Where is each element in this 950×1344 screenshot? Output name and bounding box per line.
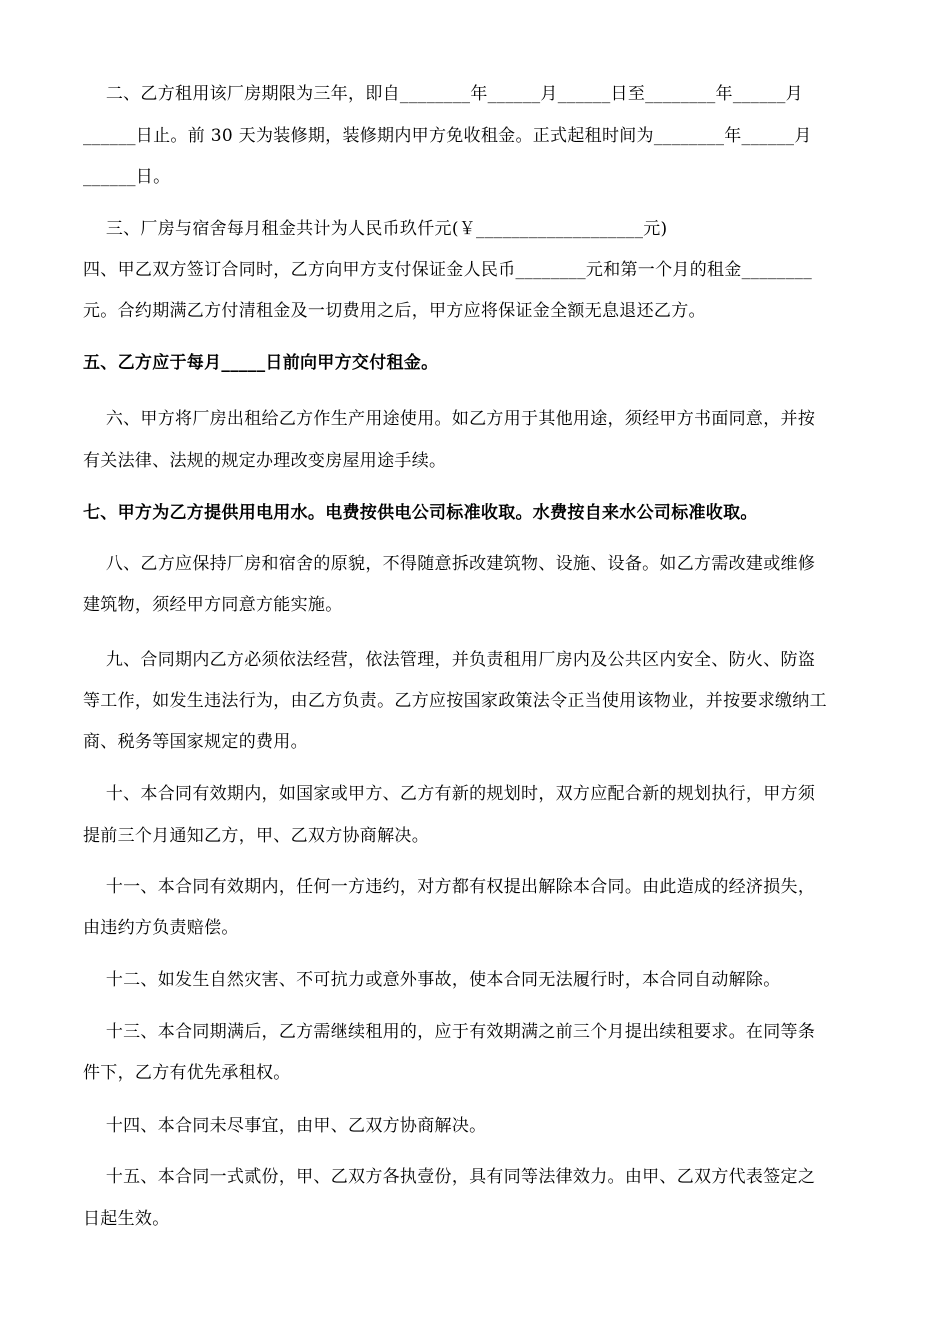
clause-6-line-2: 有关法律、法规的规定办理改变房屋用途手续。: [83, 451, 447, 471]
clause-8-line-2: 建筑物，须经甲方同意方能实施。: [83, 595, 343, 615]
clause-2-line-1: 二、乙方租用该厂房期限为三年，即自________年______月______日至________年______月: [83, 84, 803, 104]
clause-11-line-2: 由违约方负责赔偿。: [83, 918, 239, 938]
clause-9-line-2: 等工作，如发生违法行为，由乙方负责。乙方应按国家政策法令正当使用该物业，并按要求缴纳工: [83, 691, 827, 711]
clause-14-line-1: 十四、本合同未尽事宜，由甲、乙双方协商解决。: [83, 1116, 487, 1136]
clause-12-line-1: 十二、如发生自然灾害、不可抗力或意外事故，使本合同无法履行时，本合同自动解除。: [83, 970, 781, 990]
clause-13-line-1: 十三、本合同期满后，乙方需继续租用的，应于有效期满之前三个月提出续租要求。在同等条: [83, 1022, 816, 1042]
clause-10-line-1: 十、本合同有效期内，如国家或甲方、乙方有新的规划时，双方应配合新的规划执行，甲方须: [83, 784, 816, 804]
clause-2-line-3: ______日。: [83, 167, 171, 187]
clause-15-line-1: 十五、本合同一式贰份，甲、乙双方各执壹份，具有同等法律效力。由甲、乙双方代表签定之: [83, 1167, 816, 1187]
clause-4-line-1: 四、甲乙双方签订合同时，乙方向甲方支付保证金人民币________元和第一个月的租金________: [83, 260, 812, 280]
clause-3-line-1: 三、厂房与宿舍每月租金共计为人民币玖仟元(￥___________________元): [83, 219, 668, 239]
clause-8-line-1: 八、乙方应保持厂房和宿舍的原貌，不得随意拆改建筑物、设施、设备。如乙方需改建或维修: [83, 554, 816, 574]
clause-4-line-2: 元。合约期满乙方付清租金及一切费用之后，甲方应将保证金全额无息退还乙方。: [83, 301, 706, 321]
clause-13-line-2: 件下，乙方有优先承租权。: [83, 1063, 291, 1083]
clause-9-line-3: 商、税务等国家规定的费用。: [83, 732, 308, 752]
clause-2-line-2: ______日止。前 30 天为装修期，装修期内甲方免收租金。正式起租时间为________年______月: [83, 126, 812, 146]
clause-10-line-2: 提前三个月通知乙方，甲、乙双方协商解决。: [83, 826, 429, 846]
clause-5-line-1: 五、乙方应于每月_____日前向甲方交付租金。: [83, 353, 439, 373]
clause-6-line-1: 六、甲方将厂房出租给乙方作生产用途使用。如乙方用于其他用途，须经甲方书面同意，并按: [83, 409, 816, 429]
clause-15-line-2: 日起生效。: [83, 1209, 170, 1229]
clause-11-line-1: 十一、本合同有效期内，任何一方违约，对方都有权提出解除本合同。由此造成的经济损失，: [83, 877, 816, 897]
clause-7-line-1: 七、甲方为乙方提供用电用水。电费按供电公司标准收取。水费按自来水公司标准收取。: [83, 503, 758, 523]
clause-9-line-1: 九、合同期内乙方必须依法经营，依法管理，并负责租用厂房内及公共区内安全、防火、防盗: [83, 650, 816, 670]
